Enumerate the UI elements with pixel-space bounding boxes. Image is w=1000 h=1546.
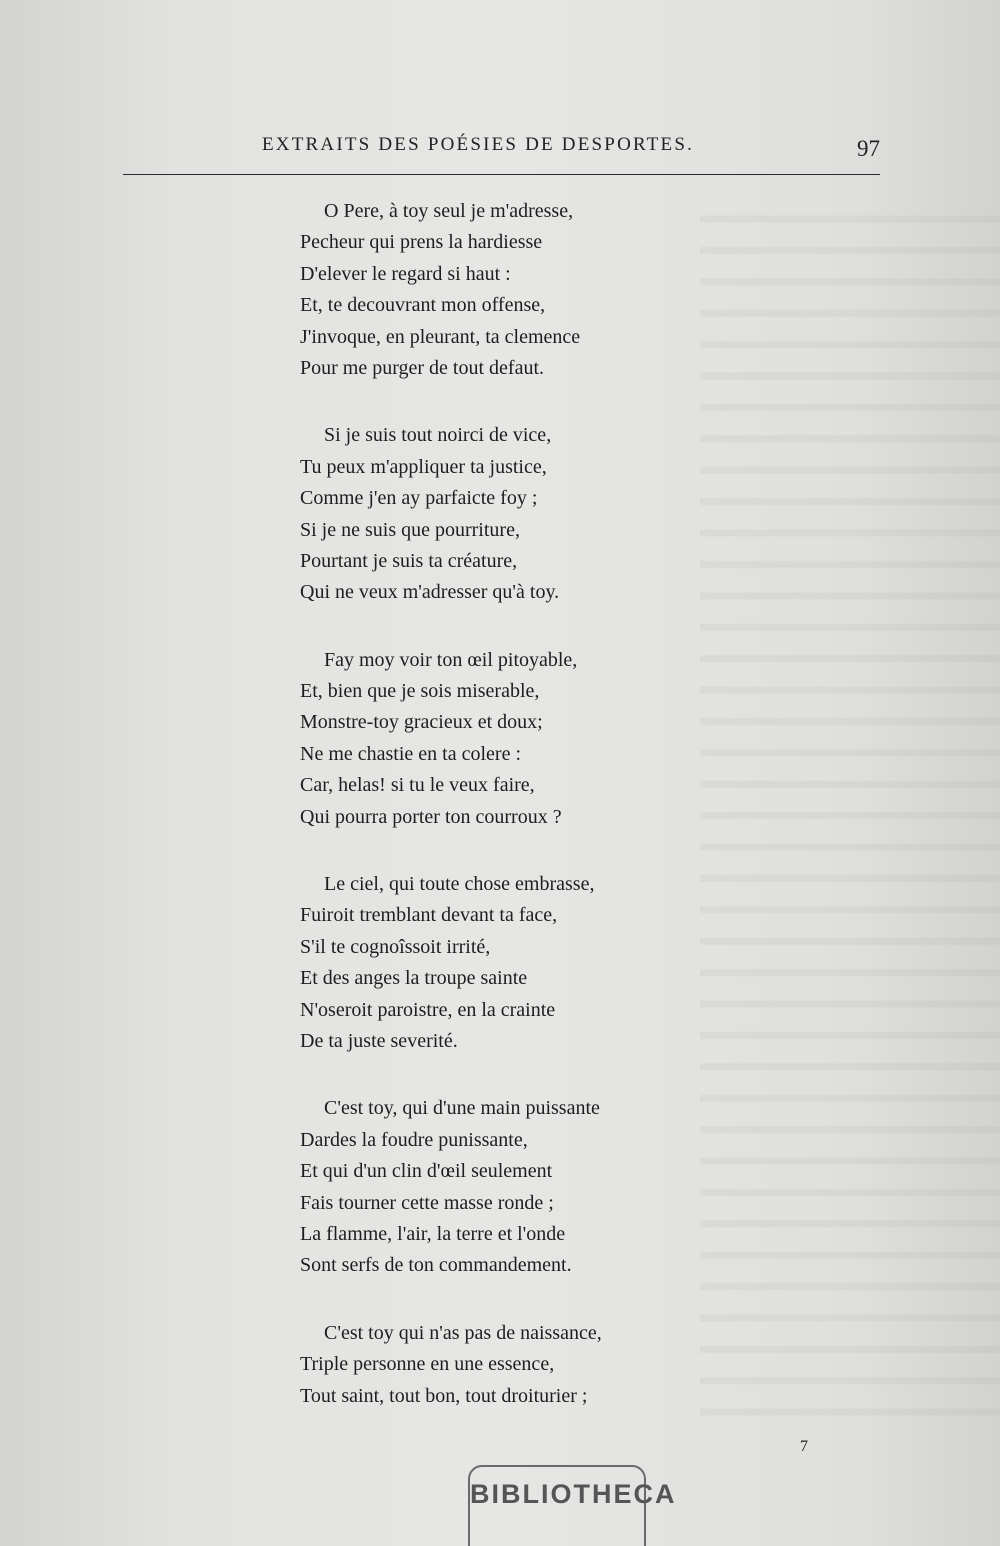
verse-line: De ta juste severité.	[300, 1029, 458, 1052]
verse-line: Car, helas! si tu le veux faire,	[300, 774, 535, 797]
verse-line: Pecheur qui prens la hardiesse	[300, 231, 543, 254]
verse-line: Monstre-toy gracieux et doux;	[300, 711, 543, 734]
stanza	[300, 420, 720, 608]
verse-line: Et, te decouvrant mon offense,	[300, 294, 546, 317]
verse-line: Fais tourner cette masse ronde ;	[300, 1191, 554, 1214]
verse-line: Fay moy voir ton œil pitoyable,	[324, 648, 578, 671]
page-number: 97	[857, 136, 880, 161]
verse-line: C'est toy, qui d'une main puissante	[324, 1097, 600, 1120]
verse-line: Pourtant je suis ta créature,	[300, 549, 518, 572]
verse-line: Comme j'en ay parfaicte foy ;	[300, 487, 538, 510]
library-stamp	[468, 1465, 677, 1546]
verse-line: Tout saint, tout bon, tout droiturier ;	[300, 1384, 588, 1407]
stamp-text: BIBLIOTHECA	[470, 1479, 677, 1509]
verse-line: Triple personne en une essence,	[300, 1353, 555, 1376]
signature-mark: 7	[800, 1438, 808, 1455]
verse-line: Tu peux m'appliquer ta justice,	[300, 455, 547, 478]
verse-line: Et des anges la troupe sainte	[300, 967, 528, 990]
verse-line: Si je suis tout noirci de vice,	[324, 424, 552, 447]
verse-line: Le ciel, qui toute chose embrasse,	[324, 873, 595, 896]
verse-line: Et, bien que je sois miserable,	[300, 680, 540, 703]
verse-line: Et qui d'un clin d'œil seulement	[300, 1160, 553, 1183]
verse-line: La flamme, l'air, la terre et l'onde	[300, 1222, 566, 1245]
verse-line: J'invoque, en pleurant, ta clemence	[300, 325, 581, 348]
verse-line: Si je ne suis que pourriture,	[300, 518, 520, 541]
verse-line: N'oseroit paroistre, en la crainte	[300, 998, 556, 1021]
verse-line: S'il te cognoîssoit irrité,	[300, 935, 491, 958]
stanza	[300, 869, 720, 1057]
verse-line: D'elever le regard si haut :	[300, 262, 511, 285]
header-rule	[123, 174, 880, 175]
verse-line: Ne me chastie en ta colere :	[300, 742, 521, 765]
verse-line: Fuiroit tremblant devant ta face,	[300, 904, 558, 927]
stanza	[300, 196, 720, 384]
show-through-text	[700, 195, 1000, 1435]
stanza	[300, 1093, 720, 1281]
verse-line: Dardes la foudre punissante,	[300, 1128, 528, 1151]
verse-line: C'est toy qui n'as pas de naissance,	[324, 1321, 602, 1344]
running-head: EXTRAITS DES POÉSIES DE DESPORTES.	[262, 134, 695, 155]
poem	[300, 196, 720, 1448]
verse-line: O Pere, à toy seul je m'adresse,	[324, 200, 574, 222]
stanza	[300, 645, 720, 833]
stanza	[300, 1318, 720, 1412]
verse-line: Sont serfs de ton commandement.	[300, 1254, 572, 1277]
verse-line: Qui pourra porter ton courroux ?	[300, 805, 562, 828]
verse-line: Qui ne veux m'adresser qu'à toy.	[300, 581, 560, 604]
verse-line: Pour me purger de tout defaut.	[300, 356, 545, 379]
